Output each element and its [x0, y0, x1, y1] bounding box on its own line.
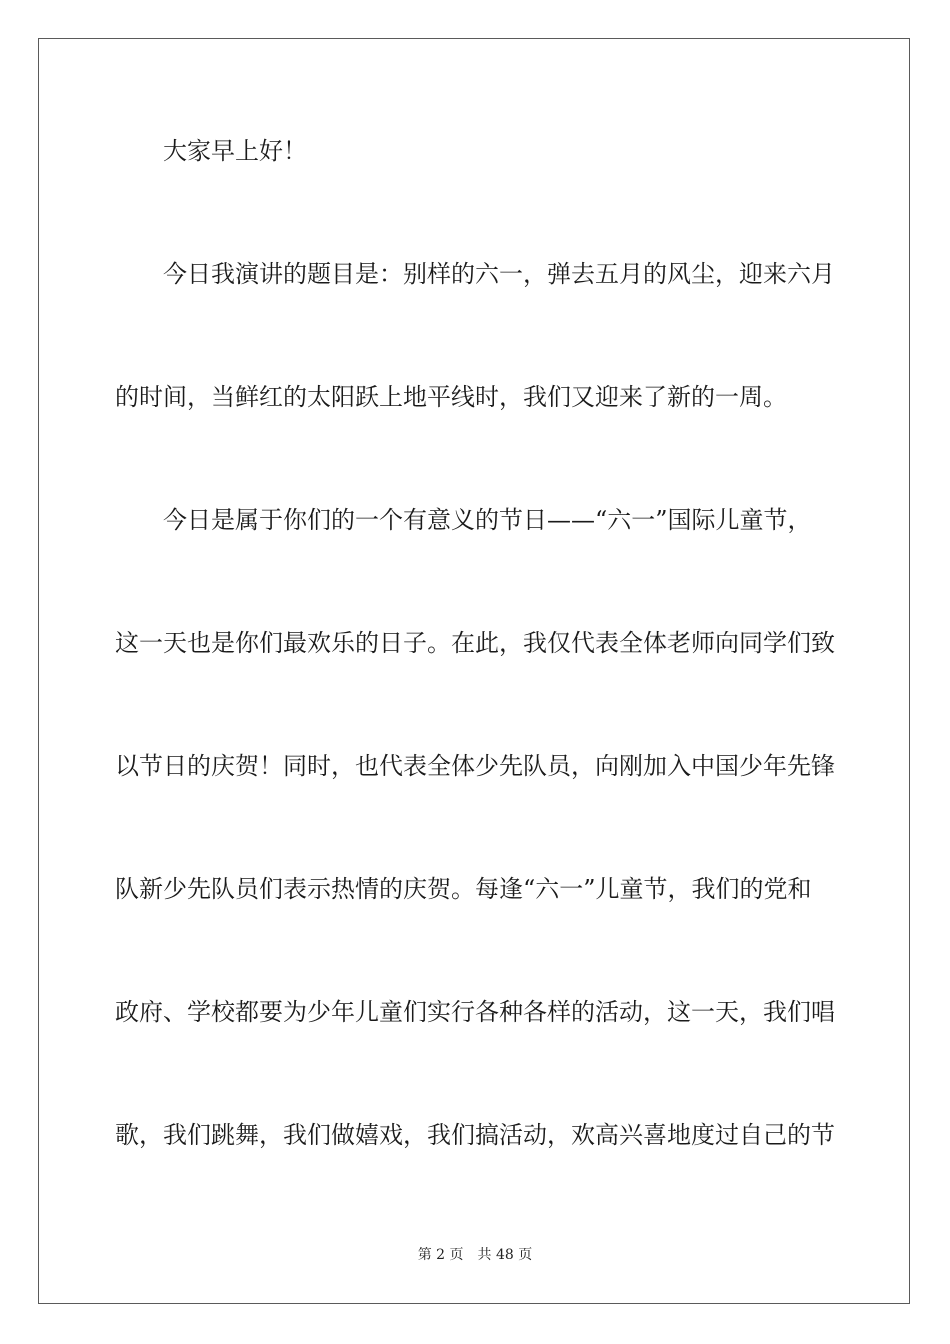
page-frame: [38, 38, 910, 1304]
text-line-content: 歌，我们跳舞，我们做嬉戏，我们搞活动，欢高兴喜地度过自己的节: [115, 1121, 835, 1149]
text-line-content: 的时间，当鲜红的太阳跃上地平线时，我们又迎来了新的一周。: [115, 383, 787, 411]
text-line-content: 以节日的庆贺！同时，也代表全体少先队员，向刚加入中国少年先锋: [115, 752, 835, 780]
text-line-content: 政府、学校都要为少年儿童们实行各种各样的活动，这一天，我们唱: [115, 998, 835, 1026]
text-line-content: 大家早上好！: [163, 137, 307, 165]
text-line-content: 这一天也是你们最欢乐的日子。在此，我仅代表全体老师向同学们致: [115, 629, 835, 657]
page-number: 第 2 页 共 48 页: [417, 1247, 533, 1263]
text-line-content: 队新少先队员们表示热情的庆贺。每逢“六一”儿童节，我们的党和: [115, 875, 812, 903]
text-line-content: 今日我演讲的题目是：别样的六一，弹去五月的风尘，迎来六月: [163, 260, 835, 288]
text-line-content: 今日是属于你们的一个有意义的节日——“六一”国际儿童节，: [163, 506, 812, 534]
page-footer: [39, 1245, 911, 1265]
